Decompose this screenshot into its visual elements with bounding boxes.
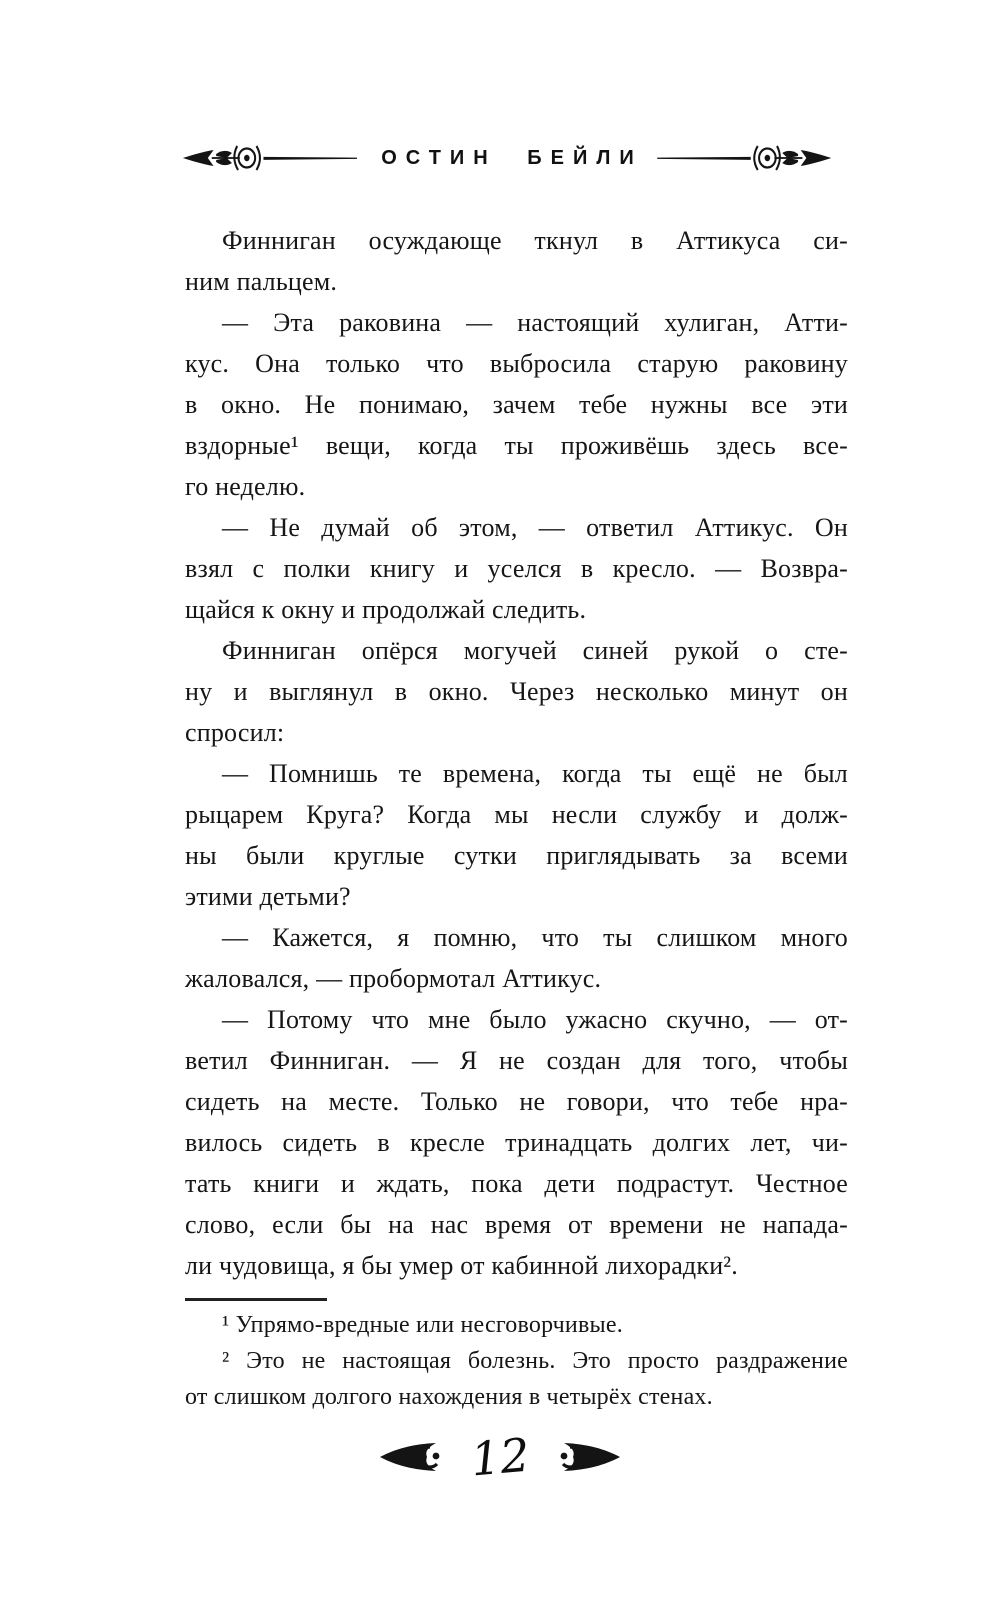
footnotes [0,1307,1000,1415]
page-number: 12 [468,1427,532,1487]
text-line: — Эта раковина — настоящий хулиган, Атти- [222,308,848,337]
header-ornament-left-icon [182,141,357,175]
footnote-divider [185,1298,327,1301]
text-line: взял с полки книгу и уселся в кресло. — Возвра- [185,554,848,583]
text-line: рыцарем Круга? Когда мы несли службу и долж- [185,800,848,829]
text-line: в окно. Не понимаю, зачем тебе нужны все эти [185,390,848,419]
text-line: ны были круглые сутки приглядывать за всеми [185,841,848,870]
running-title: ОСТИН БЕЙЛИ [381,146,643,169]
text-line: — Не думай об этом, — ответил Аттикус. Он [222,513,848,542]
text-line: Финниган осуждающе ткнул в Аттикуса си- [222,226,848,255]
text-line: го неделю. [185,472,306,501]
header-ornament-right-icon [657,141,832,175]
body-text [0,220,1000,1286]
text-line: ну и выглянул в окно. Через несколько минут он [185,677,848,706]
text-line: — Помнишь те времена, когда ты ещё не был [222,759,848,788]
page-footer [0,1425,1000,1489]
text-line: вилось сидеть в кресле тринадцать долгих лет, чи- [185,1128,848,1157]
text-line: тать книги и ждать, пока дети подрастут. Честное [185,1169,848,1198]
footer-ornament-left-icon [379,1439,453,1475]
text-line: кус. Она только что выбросила старую раковину [185,349,848,378]
text-line: этими детьми? [185,882,351,911]
text-line: слово, если бы на нас время от времени не напада- [185,1210,848,1239]
text-line: ветил Финниган. — Я не создан для того, чтобы [185,1046,848,1075]
text-line: — Потому что мне было ужасно скучно, — от- [222,1005,848,1034]
text-line: ² Это не настоящая болезнь. Это просто раздражение [222,1348,848,1374]
text-line: щайся к окну и продолжай следить. [185,595,587,624]
text-line: жаловался, — пробормотал Аттикус. [185,964,602,993]
text-line: Финниган опёрся могучей синей рукой о сте- [222,636,848,665]
footer-ornament-right-icon [547,1439,621,1475]
page-header [0,140,1000,176]
text-line: ним пальцем. [185,267,338,296]
text-line: ли чудовища, я бы умер от кабинной лихорадки². [185,1251,739,1280]
text-line: спросил: [185,718,285,747]
text-line: вздорные¹ вещи, когда ты проживёшь здесь все- [185,431,848,460]
text-line: сидеть на месте. Только не говори, что тебе нра- [185,1087,848,1116]
text-line: ¹ Упрямо-вредные или несговорчивые. [222,1312,623,1338]
text-line: — Кажется, я помню, что ты слишком много [222,923,848,952]
text-line: от слишком долгого нахождения в четырёх стенах. [185,1384,713,1410]
